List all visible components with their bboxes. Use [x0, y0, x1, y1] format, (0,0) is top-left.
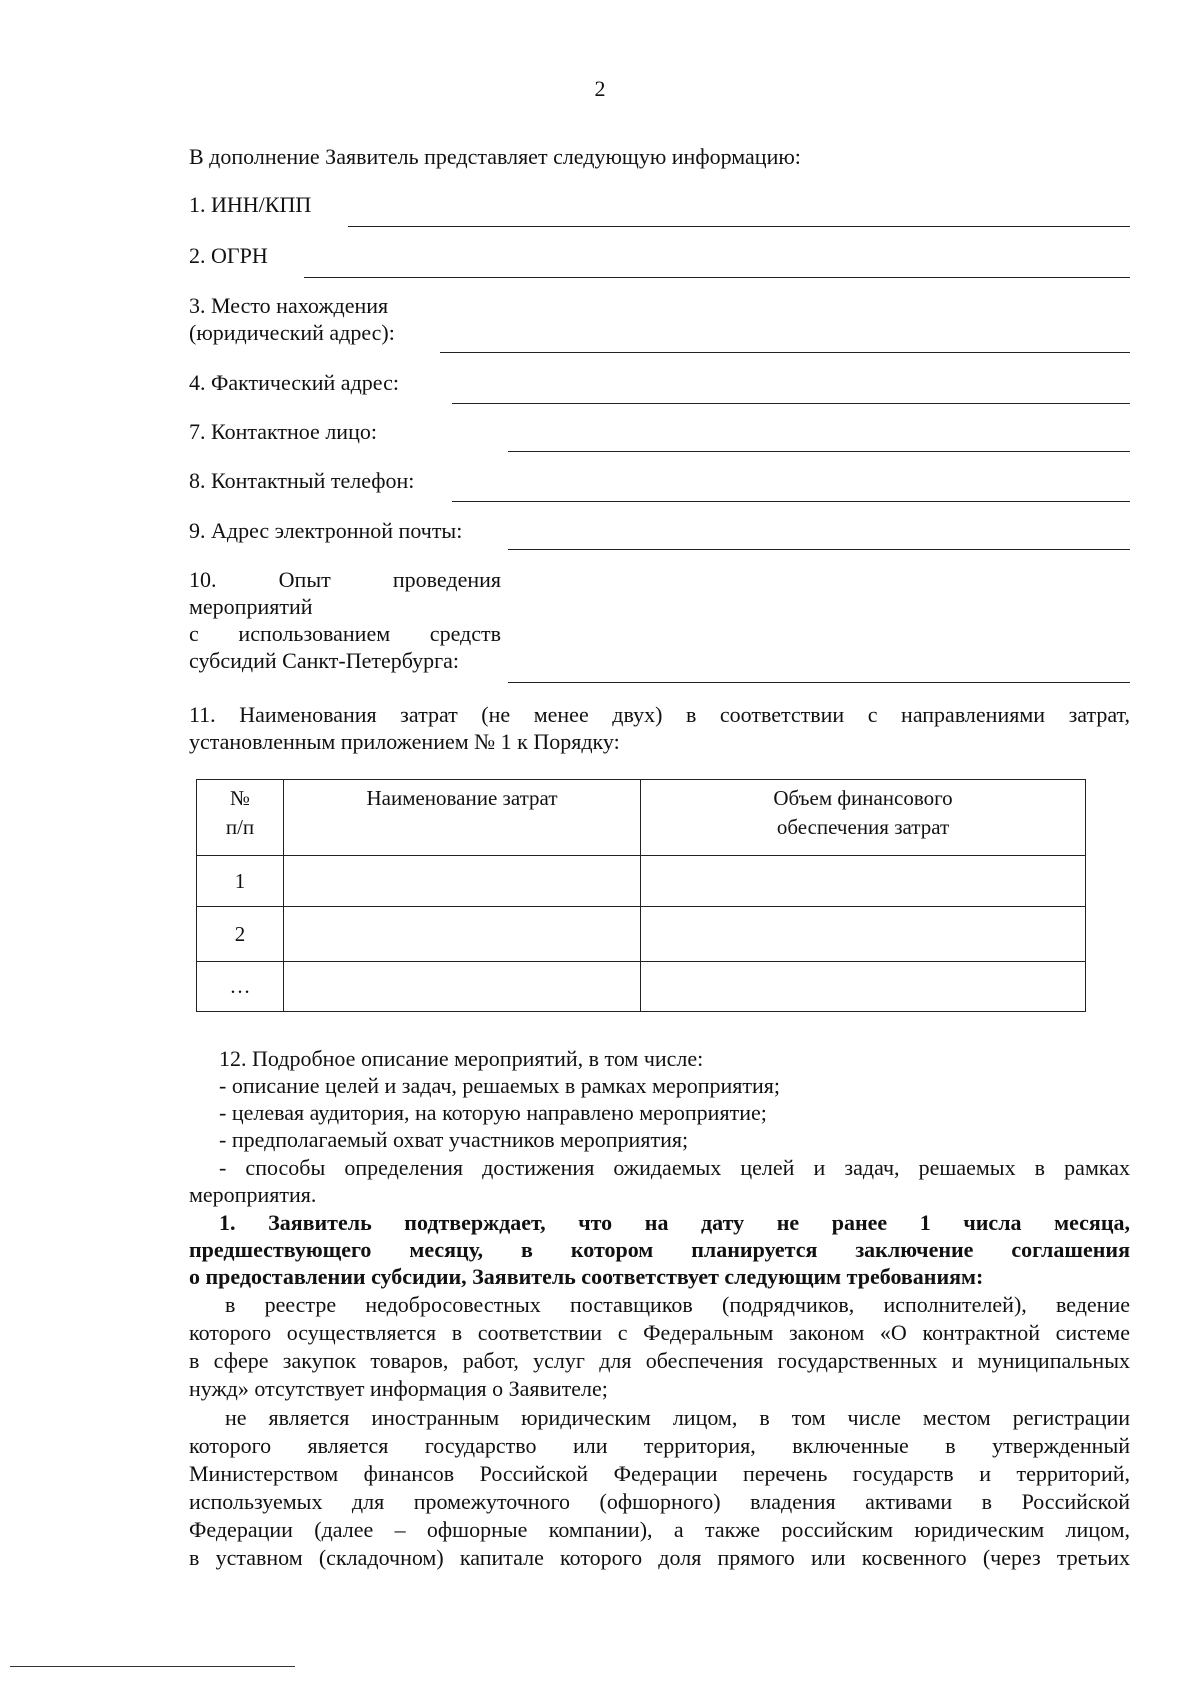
header-number-line-1: №	[229, 786, 251, 810]
header-volume	[641, 780, 1086, 856]
costs-table-header-row	[197, 780, 1086, 856]
field-label-experience-1: 10. Опыт проведения	[189, 567, 501, 592]
field-label-location-1: 3. Место нахождения	[189, 293, 389, 318]
field-label-experience-3: с использованием средств	[189, 621, 501, 646]
row-number: …	[197, 962, 284, 1012]
table-row	[197, 962, 1086, 1012]
header-volume-line-2: обеспечения затрат	[776, 815, 950, 839]
field-label-experience-2: мероприятий	[189, 594, 313, 619]
header-volume-line-1: Объем финансового	[773, 786, 953, 810]
row-volume-cell	[641, 962, 1086, 1012]
row-cost-name-cell	[284, 907, 641, 962]
row-volume-cell	[641, 856, 1086, 907]
description-item-4-line-2: мероприятия.	[189, 1182, 317, 1207]
paragraph-1-line-1: в реестре недобросовестных поставщиков (подрядчиков, исполнителей), ведение	[225, 1292, 1130, 1317]
confirmation-bold-line-2: предшествующего месяцу, в котором планируется заключение соглашения	[189, 1237, 1130, 1262]
description-title: 12. Подробное описание мероприятий, в том числе:	[219, 1046, 704, 1071]
field-label-actual-address: 4. Фактический адрес:	[189, 370, 399, 395]
field-line-experience	[508, 682, 1130, 683]
paragraph-1-line-3: в сфере закупок товаров, работ, услуг для обеспечения государственных и муниципальных	[189, 1348, 1130, 1373]
field-label-ogrn: 2. ОГРН	[189, 243, 268, 268]
costs-intro-line-1: 11. Наименования затрат (не менее двух) в соответствии с направлениями затрат,	[189, 702, 1130, 727]
row-cost-name-cell	[284, 856, 641, 907]
row-volume-cell	[641, 907, 1086, 962]
table-row	[197, 907, 1086, 962]
header-cost-name	[284, 780, 641, 856]
description-item-3: - предполагаемый охват участников мероприятия;	[219, 1127, 689, 1152]
confirmation-bold-line-3: о предоставлении субсидии, Заявитель соответствует следующим требованиям:	[189, 1264, 984, 1289]
costs-intro-line-2: установленным приложением № 1 к Порядку:	[189, 729, 620, 754]
row-cost-name-cell	[284, 962, 641, 1012]
footer-rule	[10, 1666, 295, 1667]
field-line-email	[508, 549, 1130, 550]
description-item-1: - описание целей и задач, решаемых в рамках мероприятия;	[219, 1073, 781, 1098]
header-number-line-2: п/п	[225, 815, 255, 839]
header-cost-name-text: Наименование затрат	[366, 786, 558, 810]
field-label-email: 9. Адрес электронной почты:	[189, 518, 463, 543]
paragraph-2-line-4: используемых для промежуточного (офшорного) владения активами в Российской	[189, 1489, 1130, 1514]
paragraph-2-line-1: не является иностранным юридическим лицом, в том числе местом регистрации	[225, 1405, 1130, 1430]
field-label-experience-4: субсидий Санкт-Петербурга:	[189, 648, 459, 673]
field-line-ogrn	[304, 277, 1130, 278]
description-item-4-line-1: - способы определения достижения ожидаемых целей и задач, решаемых в рамках	[219, 1155, 1130, 1180]
field-line-contact-person	[508, 451, 1130, 452]
paragraph-2-line-6: в уставном (складочном) капитале которого доля прямого или косвенного (через третьих	[189, 1545, 1130, 1570]
field-line-inn-kpp	[348, 226, 1130, 227]
header-number	[197, 780, 284, 856]
page-number: 2	[594, 76, 606, 101]
paragraph-2-line-5: Федерации (далее – офшорные компании), а также российским юридическим лицом,	[189, 1517, 1130, 1542]
row-number: 2	[197, 907, 284, 962]
description-item-2: - целевая аудитория, на которую направлено мероприятие;	[219, 1100, 767, 1125]
confirmation-bold-line-1: 1. Заявитель подтверждает, что на дату не ранее 1 числа месяца,	[219, 1210, 1130, 1235]
paragraph-1-line-2: которого осуществляется в соответствии с Федеральным законом «О контрактной системе	[189, 1320, 1130, 1345]
field-label-inn-kpp: 1. ИНН/КПП	[189, 192, 312, 217]
intro-text: В дополнение Заявитель представляет следующую информацию:	[189, 144, 801, 169]
field-label-contact-person: 7. Контактное лицо:	[189, 419, 377, 444]
field-label-location-2: (юридический адрес):	[189, 320, 395, 345]
paragraph-2-line-2: которого является государство или территория, включенные в утвержденный	[189, 1433, 1130, 1458]
paragraph-1-line-4: нужд» отсутствует информация о Заявителе;	[189, 1376, 608, 1401]
field-label-contact-phone: 8. Контактный телефон:	[189, 468, 415, 493]
costs-table	[196, 779, 1086, 1012]
row-number: 1	[197, 856, 284, 907]
field-line-actual-address	[452, 403, 1130, 404]
field-line-contact-phone	[452, 501, 1130, 502]
table-row	[197, 856, 1086, 907]
paragraph-2-line-3: Министерством финансов Российской Федерации перечень государств и территорий,	[189, 1461, 1130, 1486]
field-line-location	[440, 352, 1130, 353]
